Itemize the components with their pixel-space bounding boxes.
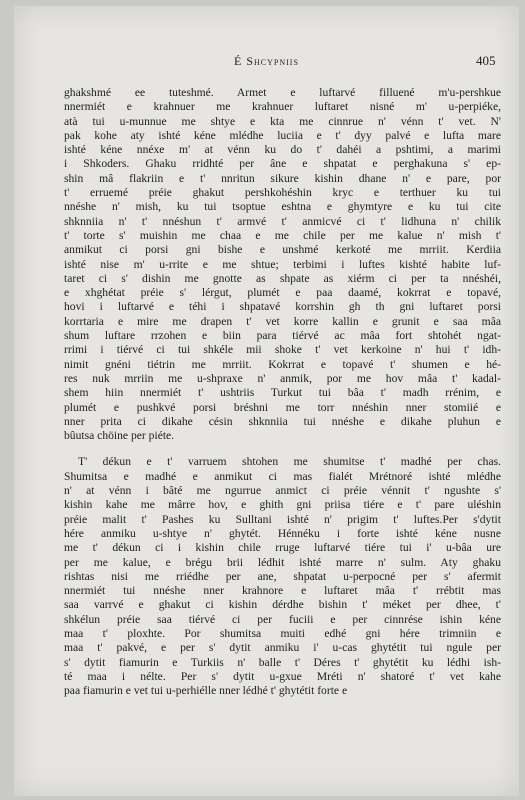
text-line: hovi i luftarvé e téhi i shpatavé korrshin gh th gni luftaret porsi bbox=[64, 300, 501, 314]
text-line: t' torte s' muishin me chaa e me chile per me kalue n' mish t' bbox=[64, 228, 501, 242]
text-line: me t' dékun ci i kishin chile rruge luftarvé tiére tui i' u-bâa ure bbox=[64, 541, 501, 555]
text-line: paa fiamurin e vet tui u-perhiélle nner lédhé t' ghytétit forte e bbox=[64, 684, 348, 698]
text-line: rishtas nisi me rriédhe per ane, shpatat u-perpocné per s' afermit bbox=[64, 569, 501, 583]
text-line: shkélun préie saa tiérvé ci per fuciii e per cinnrése ishin kéne bbox=[64, 612, 501, 626]
text-line: shum luftare rrzohen e biin para tiérvé ac mâa fort shtohét ngat- bbox=[64, 329, 501, 343]
text-line: atà tui u-munnue me shtye e kta me cinnrue n' vénn t' vet. N' bbox=[64, 114, 501, 128]
text-line: nnermiét tui nnéshe nner krahnore e luftaret mâa t' rrébtit mas bbox=[64, 584, 501, 598]
text-line: per me kalue, e brégu brii lédhit ishté marre n' sulm. Aty ghaku bbox=[64, 555, 501, 569]
text-line: n' at vénn i bâté me ngurrue anmict ci préie vénnit t' ngushte s' bbox=[64, 484, 501, 498]
text-line: korrtaria e mire me drapen t' vet korre kallin e grunit e saa mâa bbox=[64, 314, 501, 328]
text-line: shem hiin nnermiét t' ushtriis Turkut tui bâa t' madh rrénim, e bbox=[64, 386, 501, 400]
text-line: maa t' pakvé, e per s' dytit anmiku i' u-cas ghytétit tui ngule per bbox=[64, 641, 501, 655]
text-line: té maa i nélte. Per s' dytit u-gxue Mréti n' shatoré t' vet kahe bbox=[64, 669, 501, 683]
text-line: plumét e pushkvé porsi bréshni me torr nnéshin nner stomiié e bbox=[64, 400, 501, 414]
text-line: nimit gnéni tiétrin me mrriit. Kokrrat e topavé t' shumen e hé- bbox=[64, 357, 501, 371]
text-line: res nuk mrriin me u-shpraxe n' anmik, por me hov mâa t' kadal- bbox=[64, 371, 501, 385]
text-line: préie malit t' Pashes ku Sulltani ishté n' prigim t' luftes.Per s'dytit bbox=[64, 512, 501, 526]
text-line: nner prita ci dikahe césin shknniia tui nnéshe e dikahe pluhun e bbox=[64, 414, 501, 428]
text-line: nnéshe n' mish, ku tui tsoptue eshtna e ghymtyre e ku tui cite bbox=[64, 200, 501, 214]
text-line: anmikut ci porsi gni bishe e unshmé kerkoté me mrriit. Kerdiia bbox=[64, 243, 501, 257]
text-line: kishin kahe me mârre hov, e ghith gni priisa tiére e t' pare uléshin bbox=[64, 498, 501, 512]
text-line: bûutsa chöine per piéte. bbox=[64, 429, 175, 443]
text-line: taret ci s' dishin me gnotte as shpate as xiérm ci per ta nnéshéi, bbox=[64, 271, 501, 285]
text-line: nnermiét e krahnuer me krahnuer luftaret nisné m' u-perpiéke, bbox=[64, 100, 501, 114]
page-number: 405 bbox=[476, 53, 496, 68]
text-line: i Shkoders. Ghaku rridhté per âne e shpatat e perghakuna s' ep- bbox=[64, 157, 501, 171]
text-line: ishté nise m' u-rrite e me shtue; terbimi i luftes kishté habite luf- bbox=[64, 257, 501, 271]
text-line: hére anmiku u-shtye n' ghytét. Hénnéku i forte ishté kéne nusne bbox=[64, 526, 501, 540]
text-line: t' erruemé préie ghakut pershkohéshin kryc e terthuer ku tui bbox=[64, 186, 501, 200]
text-line: ishté kéne nnéxe m' at vénn ku do t' dahéi a pshtimi, a marimi bbox=[64, 143, 501, 157]
text-line: s' dytit fiamurin e Turkiis n' balle t' Déres t' ghytétit ku lédhi ish- bbox=[64, 655, 501, 669]
running-title: É Shcypniis bbox=[234, 54, 299, 68]
text-line: shknniia n' t' nnéshun t' armvé t' anmicvé ci t' lidhuna n' chilik bbox=[64, 214, 501, 228]
paragraph-2 bbox=[64, 455, 501, 698]
text-line: saa varrvé e ghakut ci kishin dérdhe bishin t' méket per dhee, t' bbox=[64, 598, 501, 612]
text-line: rrimi i tiérvé ci tui shkéle mii shoke t' vet kerkoine n' hui t' idh- bbox=[64, 343, 501, 357]
text-line: ghakshmé ee tuteshmé. Armet e luftarvé filluené m'u-pershkue bbox=[64, 86, 501, 99]
book-page bbox=[14, 6, 519, 796]
text-line: shin mâ flakriin e t' nnritun sikure kishin dhane n' e pare, por bbox=[64, 171, 501, 185]
text-line: e xhghétat préie s' lérgut, plumét e paa daamé, kokrrat e topavé, bbox=[64, 286, 501, 300]
paragraph-1 bbox=[64, 86, 501, 443]
text-line: Shumitsa e madhé e anmikut ci mas fialét Mrétnoré ishté mlédhe bbox=[64, 469, 501, 483]
text-line: pak kohe aty ishté kéne mlédhe luciia e t' dyy palvé e lufta mare bbox=[64, 128, 501, 142]
text-line: T' dékun e t' varruem shtohen me shumitse t' madhé per chas. bbox=[78, 455, 501, 469]
page-header bbox=[14, 6, 519, 46]
body-text bbox=[64, 86, 501, 698]
text-line: maa t' ploxhte. Por shumitsa muiti edhé gni hére trimniin e bbox=[64, 626, 501, 640]
